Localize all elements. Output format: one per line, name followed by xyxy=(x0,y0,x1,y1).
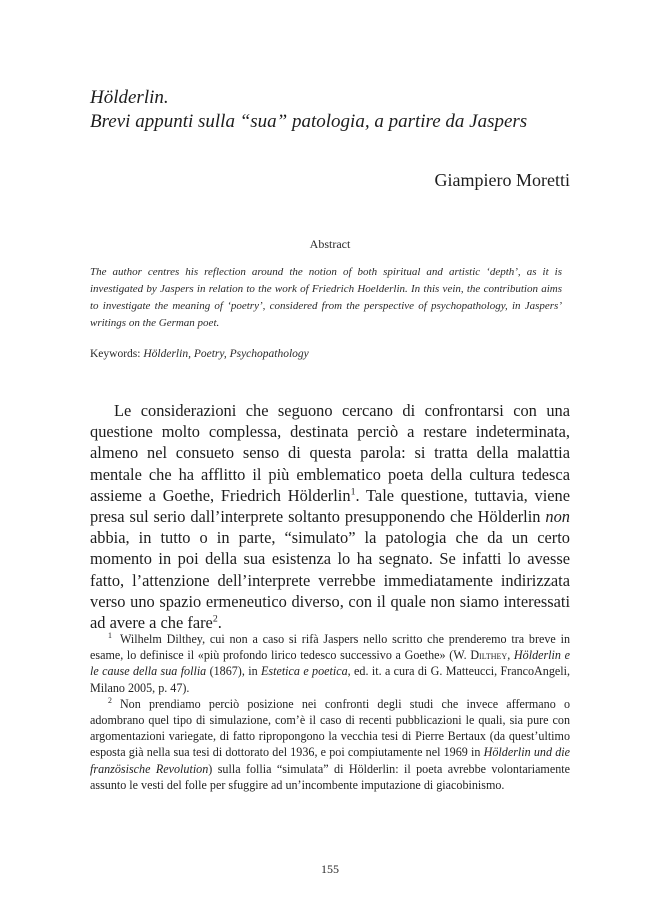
footnote-text: Wilhelm Dilthey, cui non a caso si rifà Jaspers nello scritto che prenderemo tra breve in esame, lo definisce il «più profondo lirico tedesco successivo a Goethe» (W. xyxy=(90,632,570,663)
body-text-part: . xyxy=(217,613,222,633)
page-number: 155 xyxy=(321,862,339,876)
body-paragraph xyxy=(90,400,570,633)
footnote-text: (1867), in xyxy=(206,664,261,679)
footnote-text: , ed. it. a cura di G. Matteucci, FrancoAngeli, Milano 2005, p. 47). xyxy=(90,664,570,695)
footnote-ref-2[interactable]: 2 xyxy=(212,613,218,625)
body-text-part: abbia, in tutto o in parte, “simulato” la patologia che da un certo momento in poi della sua esistenza lo ha segnato. Se infatti lo avesse fatto, l’attenzione dell’interprete verrebbe immediatamente indirizzata verso uno spazio ermeneutico diverso, con il quale non siamo interessati ad avere a che fare xyxy=(90,528,570,633)
article-title xyxy=(90,86,570,134)
footnote-text: Non prendiamo perciò posizione nei confronti degli studi che invece affermano o adombrano quel tipo di simulazione, com’è il caso di recenti pubblicazioni le quali, sia pure con argomentazioni variegate, di fatto ripropongono la vecchia tesi di Pierre Bertaux (da quest’ultimo esposta già nella sua tesi di dottorato del 1936, e poi compiutamente nel 1969 in xyxy=(90,696,570,760)
footnote-1 xyxy=(90,631,570,696)
keywords-line xyxy=(90,348,570,360)
footnote-2 xyxy=(90,696,570,793)
footnote-text: ) sulla follia “simulata” di Hölderlin: il poeta avrebbe volontariamente assunto le vesti del folle per sfuggire ad un’incombente imputazione di giacobinismo. xyxy=(90,761,570,792)
footnote-work-title: Estetica e poetica xyxy=(261,664,348,679)
body-emphasis: non xyxy=(545,507,570,527)
keywords-values: Hölderlin, Poetry, Psychopathology xyxy=(143,348,309,360)
footnote-author: Dilthey xyxy=(470,648,508,663)
body-text-part: . Tale questione, tuttavia, viene presa sul serio dall’interprete soltanto presupponendo che Hölderlin xyxy=(90,485,570,527)
footnote-mark: 2 xyxy=(108,695,112,705)
footnotes xyxy=(90,631,570,793)
footnote-text: , xyxy=(507,648,514,663)
keywords-label: Keywords: xyxy=(90,348,141,360)
title-line-2: Brevi appunti sulla “sua” patologia, a partire da Jaspers xyxy=(90,111,528,132)
footnote-work-title: Hölderlin und die französische Revolution xyxy=(90,745,570,776)
footnote-work-title: Hölderlin e le cause della sua follia xyxy=(90,648,571,679)
abstract-text: The author centres his reflection around the notion of both spiritual and artistic ‘depth’, as it is investigated by Jaspers in relation to the work of Friedrich Hoelderlin. In this vein, the contribution aims to investigate the meaning of ‘poetry’, considered from the perspective of psychopathology, in Jaspers’ writings on the German poet. xyxy=(90,266,562,329)
footnote-ref-1[interactable]: 1 xyxy=(350,486,356,498)
author-name: Giampiero Moretti xyxy=(434,170,570,190)
abstract-heading: Abstract xyxy=(309,237,351,251)
title-line-1: Hölderlin. xyxy=(90,87,169,108)
footnote-mark: 1 xyxy=(108,630,112,640)
body-text-part: Le considerazioni che seguono cercano di confrontarsi con una questione molto complessa, destinata perciò a restare indeterminata, almeno nel consueto senso di questa parola: si tratta della malattia mentale che ha afflitto il più emblematico poeta della cultura tedesca assieme a Goethe, Friedrich Hölderlin xyxy=(90,401,570,505)
